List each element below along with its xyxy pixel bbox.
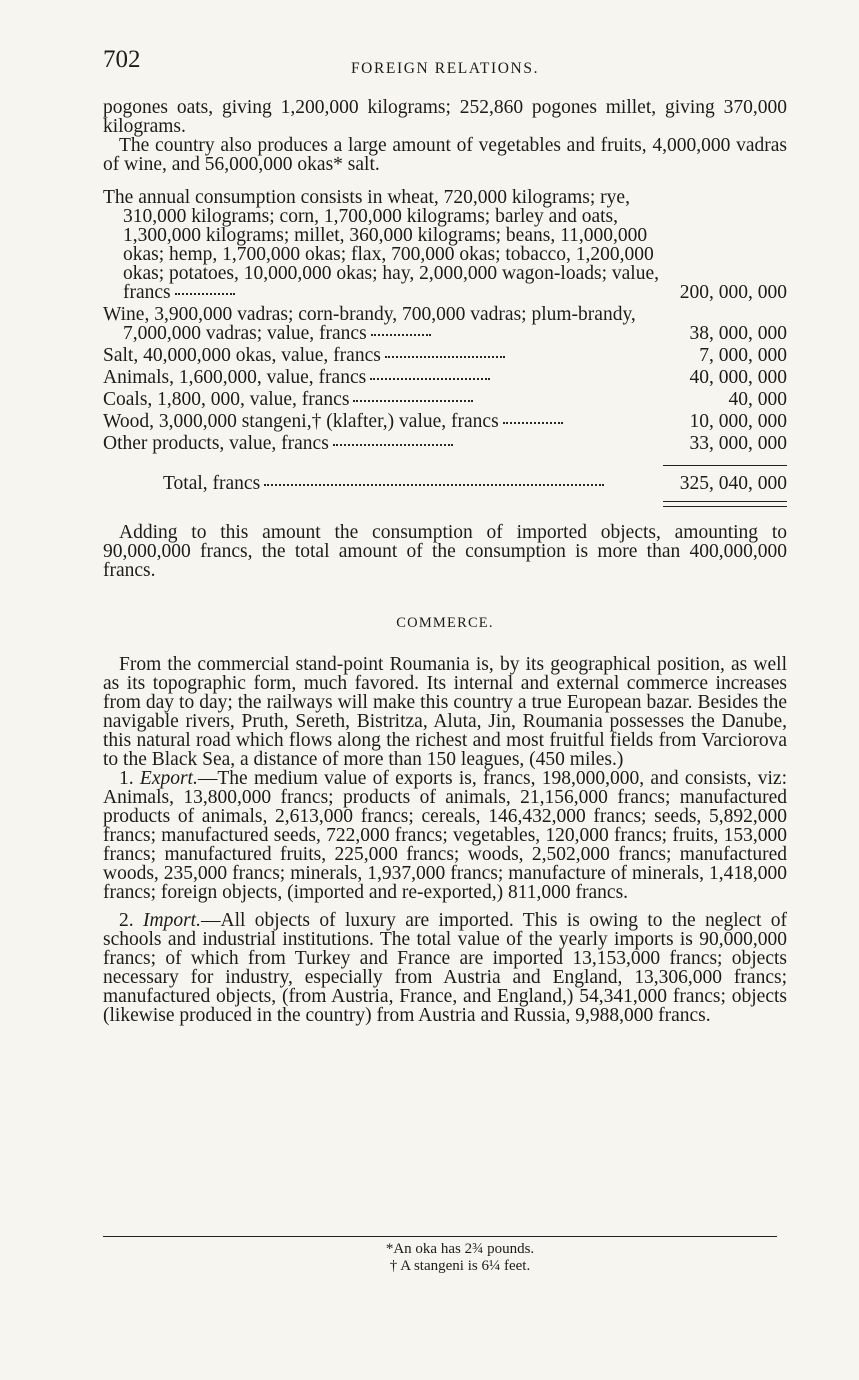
total-label: Total, francs <box>163 473 261 494</box>
running-head: FOREIGN RELATIONS. <box>350 60 540 77</box>
row-value: 40, 000 <box>728 389 787 410</box>
import-label: Import. <box>143 910 201 931</box>
row-value: 40, 000, 000 <box>689 367 787 388</box>
page-body <box>103 98 787 1025</box>
dot-leader <box>353 400 473 402</box>
row-label: Wood, 3,000,000 stangeni,† (klafter,) value, francs <box>103 411 499 432</box>
double-rule <box>663 501 787 507</box>
footnotes <box>103 1241 777 1275</box>
table-row <box>103 188 787 302</box>
row-label: Animals, 1,600,000, value, francs <box>103 367 367 388</box>
import-paragraph <box>103 911 787 1025</box>
row-label: Salt, 40,000,000 okas, value, francs <box>103 345 381 366</box>
table-row <box>103 434 787 453</box>
total-rule <box>663 465 787 466</box>
import-number: 2. <box>119 910 134 931</box>
footnote-stangeni: † A stangeni is 6¼ feet. <box>389 1258 531 1274</box>
row-value: 10, 000, 000 <box>689 411 787 432</box>
table-row <box>103 346 787 365</box>
page-header <box>103 44 787 84</box>
row-value: 33, 000, 000 <box>689 433 787 454</box>
section-heading: COMMERCE. <box>396 615 494 631</box>
export-label: Export. <box>139 768 198 789</box>
intro-paragraph-2: The country also produces a large amount of vegetables and fruits, 4,000,000 vadras of wine, and 56,000,000 okas* salt. <box>103 135 787 175</box>
page-number: 702 <box>103 46 141 73</box>
intro-paragraph-1: pogones oats, giving 1,200,000 kilograms; 252,860 pogones millet, giving 370,000 kilograms. <box>103 97 787 137</box>
dot-leader <box>264 484 604 486</box>
footnote-rule <box>103 1236 777 1237</box>
import-text: —All objects of luxury are imported. This is owing to the neglect of schools and industrial institutions. The total value of the yearly imports is 90,000,000 francs; of which from Turkey and France are imported 13,153,000 francs; objects necessary for industry, especially from Austria and England, 13,306,000 francs; manufactured objects, (from Austria, France, and England,) 54,341,000 francs; objects (likewise produced in the country) from Austria and Russia, 9,988,000 francs. <box>103 910 788 1026</box>
row-label: Other products, value, francs <box>103 433 329 454</box>
dot-leader <box>333 444 453 446</box>
export-paragraph <box>103 769 787 902</box>
dot-leader <box>503 422 563 424</box>
footnote-oka: *An oka has 2¾ pounds. <box>385 1241 535 1257</box>
row-value: 200, 000, 000 <box>679 282 787 303</box>
consumption-table <box>103 188 787 507</box>
export-number: 1. <box>119 768 134 789</box>
table-row <box>103 412 787 431</box>
row-label: Coals, 1,800, 000, value, francs <box>103 389 350 410</box>
row-label: Wine, 3,900,000 vadras; corn-brandy, 700,000 vadras; plum-brandy, 7,000,000 vadras; value, francs <box>103 304 636 344</box>
total-value: 325, 040, 000 <box>679 473 787 494</box>
commerce-paragraph: From the commercial stand-point Roumania is, by its geographical position, as well as its topographic form, much favored. Its internal and external commerce increases from day to day; the railways will make this country a true European bazar. Besides the navigable rivers, Pruth, Sereth, Bistritza, Aluta, Jin, Roumania possesses the Danube, this natural road which flows along the richest and most fruitful fields from Varciorova to the Black Sea, a distance of more than 150 leagues, (450 miles.) <box>103 654 787 770</box>
dot-leader <box>385 356 505 358</box>
table-row <box>103 368 787 387</box>
dot-leader <box>370 378 490 380</box>
table-row <box>103 305 787 343</box>
export-text: —The medium value of exports is, francs, 198,000,000, and consists, viz: Animals, 13,800,000 francs; products of animals, 21,156,000 francs; manufactured products of animals, 2,613,000 francs; cereals, 146,432,000 francs; seeds, 5,892,000 francs; manufactured seeds, 722,000 francs; vegetables, 120,000 francs; fruits, 153,000 francs; manufactured fruits, 225,000 francs; woods, 2,502,000 francs; manufactured woods, 235,000 francs; minerals, 1,937,000 francs; manufacture of minerals, 1,418,000 francs; foreign objects, (imported and re-exported,) 811,000 francs. <box>103 768 787 903</box>
row-value: 7, 000, 000 <box>699 345 787 366</box>
total-row <box>103 474 787 493</box>
table-row <box>103 390 787 409</box>
dot-leader <box>175 293 235 295</box>
row-label: The annual consumption consists in wheat, 720,000 kilograms; rye, 310,000 kilograms; corn, 1,700,000 kilograms; barley and oats, 1,300,000 kilograms; millet, 360,000 kilograms; beans, 11,000,000 okas; hemp, 1,700,000 okas; flax, 700,000 okas; tobacco, 1,200,000 okas; potatoes, 10,000,000 okas; hay, 2,000,000 wagon-loads; value, francs <box>103 187 659 303</box>
row-value: 38, 000, 000 <box>689 323 787 344</box>
after-table-paragraph: Adding to this amount the consumption of imported objects, amounting to 90,000,000 francs, the total amount of the consumption is more than 400,000,000 francs. <box>103 522 787 581</box>
dot-leader <box>371 334 431 336</box>
